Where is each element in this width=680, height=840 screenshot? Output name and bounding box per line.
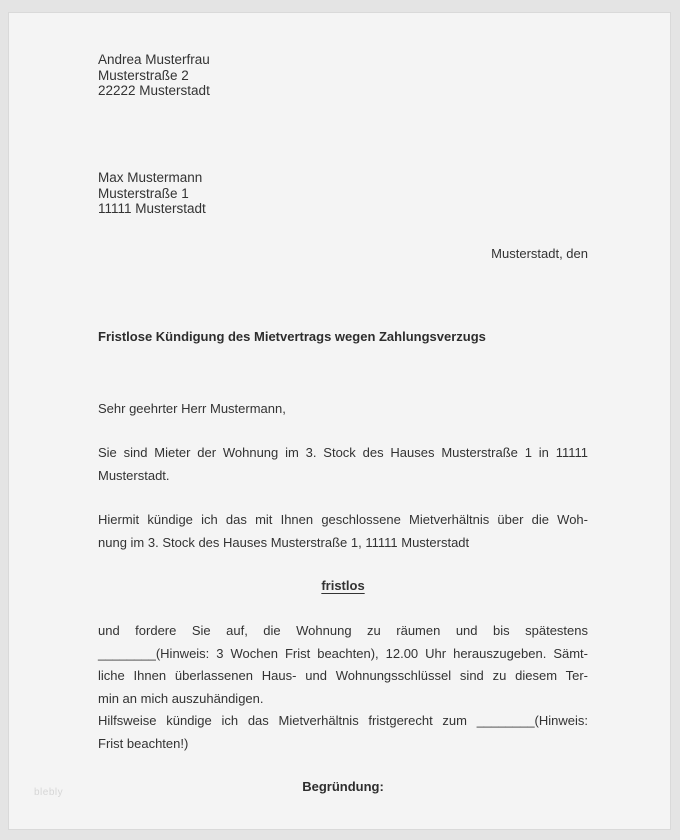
paragraph-line: Hiermit kündige ich das mit Ihnen geschlossene Mietverhältnis über die Woh- (98, 512, 588, 527)
paragraph-line: ________(Hinweis: 3 Wochen Frist beachten), 12.00 Uhr herauszugeben. Sämt- (98, 645, 588, 661)
date-line: Musterstadt, den (491, 246, 588, 261)
paragraph-line: und fordere Sie auf, die Wohnung zu räumen und bis spätestens (98, 623, 588, 638)
recipient-street: Musterstraße 1 (98, 185, 189, 201)
paragraph-termination (98, 509, 588, 554)
subject-line: Fristlose Kündigung des Mietvertrags wegen Zahlungsverzugs (98, 329, 486, 344)
underlined-emphasis: fristlos (321, 578, 365, 593)
recipient-address-block (98, 170, 588, 217)
recipient-name: Max Mustermann (98, 170, 203, 185)
sender-name: Andrea Musterfrau (98, 52, 210, 67)
paragraph-line: Frist beachten!) (98, 735, 189, 751)
paragraph-line: min an mich auszuhändigen. (98, 690, 264, 706)
watermark: blebly (34, 787, 64, 798)
sender-address-block (98, 52, 588, 99)
paragraph-line: Musterstadt. (98, 467, 170, 483)
paragraph-demands (98, 620, 588, 756)
paragraph-line: nung im 3. Stock des Hauses Musterstraße 1, 11111 Musterstadt (98, 534, 470, 550)
closing-heading: Begründung: (302, 779, 384, 794)
paragraph-line: liche Ihnen überlassenen Haus- und Wohnungsschlüssel sind zu diesem Ter- (98, 668, 588, 684)
recipient-city: 11111 Musterstadt (98, 201, 206, 217)
emphasis-word (98, 575, 588, 598)
letter-page (8, 12, 671, 830)
paragraph-line: Hilfsweise kündige ich das Mietverhältnis fristgerecht zum ________(Hinweis: (98, 713, 588, 729)
salutation: Sehr geehrter Herr Mustermann, (98, 401, 286, 416)
paragraph-tenant-info (98, 442, 588, 487)
sender-street: Musterstraße 2 (98, 67, 189, 83)
paragraph-line: Sie sind Mieter der Wohnung im 3. Stock des Hauses Musterstraße 1 in 11111 (98, 445, 588, 460)
sender-city: 22222 Musterstadt (98, 83, 210, 99)
